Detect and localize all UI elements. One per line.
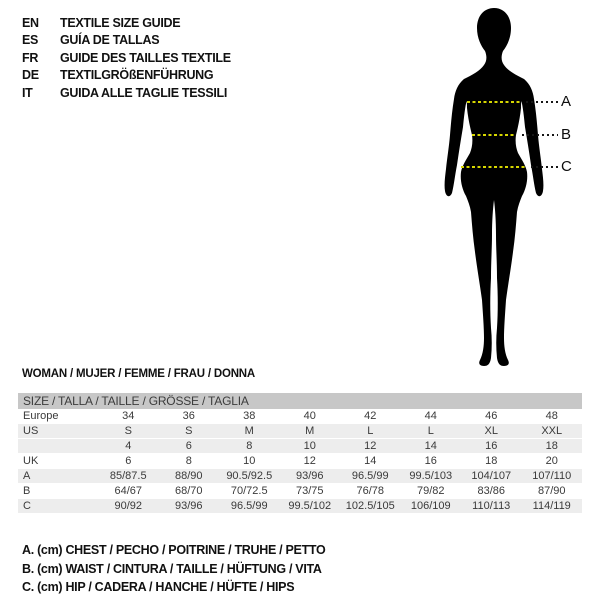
row-label: C (23, 500, 31, 512)
size-cell: 83/86 (477, 485, 506, 497)
size-table (18, 393, 582, 514)
size-cell: 12 (303, 455, 316, 467)
size-cell: 107/110 (532, 470, 572, 482)
row-label: A (23, 470, 31, 482)
size-cell: 6 (125, 455, 132, 467)
language-guide-list (22, 14, 231, 102)
row-label: US (23, 425, 39, 437)
legend-item: C. (cm) HIP / CADERA / HANCHE / HÜFTE / HIPS (22, 580, 295, 594)
language-guide-item (22, 84, 231, 102)
size-cell: 93/96 (174, 500, 203, 512)
measure-line-yellow (461, 166, 527, 168)
size-cell: 34 (122, 410, 135, 422)
language-text: GUÍA DE TALLAS (60, 33, 160, 48)
language-code: DE (22, 68, 39, 83)
size-cell: 96.5/99 (230, 500, 268, 512)
size-cell: 12 (364, 440, 377, 452)
size-cell: 44 (424, 410, 437, 422)
size-cell: 42 (364, 410, 377, 422)
size-table-body (18, 409, 582, 514)
size-cell: 16 (424, 455, 437, 467)
size-cell: 88/90 (174, 470, 203, 482)
size-cell: 16 (485, 440, 498, 452)
size-cell: 99.5/102 (288, 500, 332, 512)
size-cell: 4 (125, 440, 132, 452)
table-row (18, 499, 582, 514)
language-text: TEXTILGRÖßENFÜHRUNG (60, 68, 214, 83)
size-cell: 64/67 (114, 485, 143, 497)
size-cell: L (367, 425, 374, 437)
language-guide-item (22, 32, 231, 50)
measure-label: B (561, 126, 572, 143)
size-cell: 10 (303, 440, 316, 452)
size-cell: 8 (246, 440, 253, 452)
size-table-header: SIZE / TALLA / TAILLE / GRÖSSE / TAGLIA (18, 393, 582, 409)
woman-silhouette-icon (430, 0, 600, 380)
language-text: GUIDE DES TAILLES TEXTILE (60, 50, 231, 65)
size-cell: 85/87.5 (109, 470, 147, 482)
measurement-legend (22, 543, 325, 599)
measure-line-yellow (467, 101, 521, 103)
size-cell: 40 (303, 410, 316, 422)
size-cell: 18 (545, 440, 558, 452)
section-title: WOMAN / MUJER / FEMME / FRAU / DONNA (22, 368, 256, 380)
size-cell: L (427, 425, 434, 437)
size-cell: 10 (243, 455, 256, 467)
table-row (18, 484, 582, 499)
size-cell: 102.5/105 (345, 500, 395, 512)
size-cell: 73/75 (295, 485, 324, 497)
size-cell: 46 (485, 410, 498, 422)
language-code: FR (22, 50, 39, 65)
language-code: ES (22, 33, 39, 48)
measure-line-dotted (526, 101, 558, 103)
woman-silhouette (430, 0, 600, 380)
language-code: EN (22, 15, 39, 30)
language-guide-item (22, 67, 231, 85)
size-cell: XXL (541, 425, 563, 437)
size-cell: 36 (182, 410, 195, 422)
size-cell: 48 (545, 410, 558, 422)
size-cell: 106/109 (410, 500, 451, 512)
size-cell: M (244, 425, 254, 437)
language-text: TEXTILE SIZE GUIDE (60, 15, 181, 30)
language-guide-item (22, 14, 231, 32)
size-cell: 96.5/99 (351, 470, 389, 482)
size-cell: 114/119 (532, 500, 571, 512)
measure-label: A (561, 93, 572, 110)
size-cell: 93/96 (295, 470, 324, 482)
size-cell: 90/92 (114, 500, 143, 512)
table-row (18, 424, 582, 439)
size-cell: 76/78 (356, 485, 385, 497)
measure-label: C (561, 158, 572, 175)
table-row (18, 454, 582, 469)
language-text: GUIDA ALLE TAGLIE TESSILI (60, 85, 228, 100)
size-cell: 104/107 (471, 470, 512, 482)
size-cell: 87/90 (537, 485, 566, 497)
language-guide-item (22, 49, 231, 67)
size-cell: 70/72.5 (230, 485, 268, 497)
size-cell: 20 (545, 455, 558, 467)
table-row (18, 469, 582, 484)
measure-line-dotted (531, 166, 558, 168)
size-cell: 38 (243, 410, 256, 422)
table-row (18, 409, 582, 424)
measure-line-dotted (522, 134, 558, 136)
language-code: IT (22, 85, 33, 100)
size-cell: 79/82 (416, 485, 445, 497)
size-cell: 8 (185, 455, 192, 467)
size-cell: M (305, 425, 315, 437)
size-cell: XL (484, 425, 498, 437)
table-row (18, 439, 582, 454)
row-label: Europe (23, 410, 59, 422)
size-cell: 90.5/92.5 (226, 470, 273, 482)
row-label: B (23, 485, 31, 497)
size-cell: 110/113 (472, 500, 511, 512)
size-cell: 18 (485, 455, 498, 467)
size-cell: 14 (364, 455, 377, 467)
legend-item: A. (cm) CHEST / PECHO / POITRINE / TRUHE / PETTO (22, 543, 326, 557)
size-cell: 14 (424, 440, 437, 452)
size-cell: 68/70 (174, 485, 203, 497)
size-cell: 6 (185, 440, 192, 452)
measure-line-yellow (472, 134, 516, 136)
row-label: UK (23, 455, 39, 467)
size-cell: 99.5/103 (409, 470, 453, 482)
legend-item: B. (cm) WAIST / CINTURA / TAILLE / HÜFTUNG / VITA (22, 561, 322, 576)
size-cell: S (124, 425, 132, 437)
size-cell: S (185, 425, 193, 437)
